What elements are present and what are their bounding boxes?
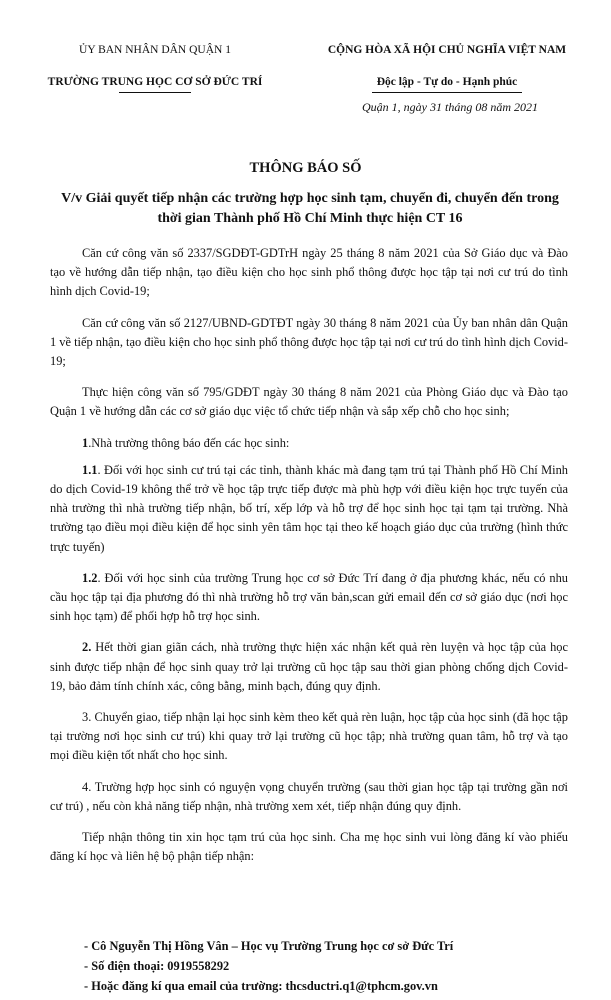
contact-email: - Hoặc đăng kí qua email của trường: thcsductri.q1@tphcm.gov.vn: [84, 979, 438, 993]
basis-paragraph-2: Căn cứ công văn số 2127/UBND-GDTĐT ngày 30 tháng 8 năm 2021 của Ủy ban nhân dân Quận 1 về tiếp nhận, tạo điều kiện cho học sinh phổ thông được học tập tại nơi cư trú do tình hình dịch Covid-19;: [50, 315, 568, 369]
contact-list: [84, 936, 584, 996]
section-1-2-text: . Đối với học sinh của trường Trung học cơ sở Đức Trí đang ở địa phương khác, nếu có nhu cầu học tập tại địa phương đó thì nhà trường hỗ trợ văn bản,scan gửi email đến cơ sở giáo dục (nơi học sinh học tạm) để phối hợp hỗ trợ học sinh.: [50, 570, 568, 624]
document-title: THÔNG BÁO SỐ: [249, 160, 362, 176]
section-1-2: [50, 569, 568, 627]
section-1-1-text: . Đối với học sinh cư trú tại các tỉnh, thành khác mà đang tạm trú tại Thành phố Hồ Chí Minh do dịch Covid-19 không thể trở về học tập trực tiếp được mà phù hợp với điều kiện học trực tuyến của nhà trường thì nhà trường tiếp nhận, bố trí, xếp lớp và hỗ trợ để học sinh học tại tạm tại trường. Nhà trường tạo điều mọi điều kiện để học sinh yên tâm học tại theo kế hoạch giáo dục của trường (hình thức trực tuyến): [50, 462, 568, 554]
national-header: [292, 42, 602, 93]
national-title: CỘNG HÒA XÃ HỘI CHỦ NGHĨA VIỆT NAM: [327, 44, 567, 56]
section-1-number: 1: [82, 435, 89, 450]
issuer-block: [20, 42, 290, 93]
basis-paragraph-3: Thực hiện công văn số 795/GDĐT ngày 30 tháng 8 năm 2021 của Phòng Giáo dục và Đào tạo Quận 1 về hướng dẫn các cơ sở giáo dục việc tổ chức tiếp nhận và sắp xếp chỗ cho học sinh;: [50, 385, 568, 419]
contact-phone: - Số điện thoại: 0919558292: [84, 959, 230, 973]
section-4: 4. Trường hợp học sinh có nguyện vọng chuyển trường (sau thời gian học tập tại trường gần nơi cư trú) , nếu còn khả năng tiếp nhận, nhà trường xem xét, tiếp nhận đúng quy định.: [50, 779, 568, 813]
section-3: 3. Chuyển giao, tiếp nhận lại học sinh kèm theo kết quả rèn luận, học tập của học sinh (đã học tập tại trường nơi học sinh cư trú) khi quay trở lại trường cũ học tập; nhà trường quan tâm, hỗ trợ và tạo mọi điều kiện tốt nhất cho học sinh.: [50, 710, 568, 763]
document-body: [50, 244, 568, 878]
issuer-underline: [119, 92, 191, 93]
section-1-2-number: 1.2: [82, 570, 98, 585]
motto-underline: [372, 92, 522, 93]
national-motto: Độc lập - Tự do - Hạnh phúc: [376, 76, 518, 88]
issuer-authority: ỦY BAN NHÂN DÂN QUẬN 1: [79, 44, 231, 56]
section-1-1: [50, 461, 568, 557]
section-1-1-number: 1.1: [82, 462, 98, 477]
document-date: Quận 1, ngày 31 tháng 08 năm 2021: [362, 100, 538, 114]
issuer-school: TRƯỜNG TRUNG HỌC CƠ SỞ ĐỨC TRÍ: [47, 76, 263, 88]
document-subject: V/v Giải quyết tiếp nhận các trường hợp học sinh tạm, chuyển đi, chuyển đến trong thời gian Thành phố Hồ Chí Minh thực hiện CT 16: [61, 191, 559, 226]
section-1-text: .Nhà trường thông báo đến các học sinh:: [88, 435, 290, 450]
section-1: [50, 434, 568, 453]
section-2-number: 2.: [82, 640, 92, 655]
section-2-text: Hết thời gian giãn cách, nhà trường thực hiện xác nhận kết quả rèn luyện và học tập của học sinh được tiếp nhận để học sinh quay trở lại trường cũ học tập sau thời gian phòng chống dịch Covid-19, bảo đảm tính chính xác, công bằng, minh bạch, đúng quy định.: [50, 640, 568, 693]
section-2: [50, 638, 568, 696]
contact-person: - Cô Nguyễn Thị Hồng Vân – Học vụ Trường Trung học cơ sở Đức Trí: [84, 939, 454, 953]
closing-paragraph: Tiếp nhận thông tin xin học tạm trú của học sinh. Cha mẹ học sinh vui lòng đăng kí vào phiếu đăng kí học và liên hệ bộ phận tiếp nhận:: [50, 830, 568, 864]
basis-paragraph-1: Căn cứ công văn số 2337/SGDĐT-GDTrH ngày 25 tháng 8 năm 2021 của Sở Giáo dục và Đào tạo về hướng dẫn tiếp nhận, tạo điều kiện cho học sinh phổ thông được học tập tại nơi cư trú do tình hình dịch Covid-19;: [50, 246, 568, 299]
